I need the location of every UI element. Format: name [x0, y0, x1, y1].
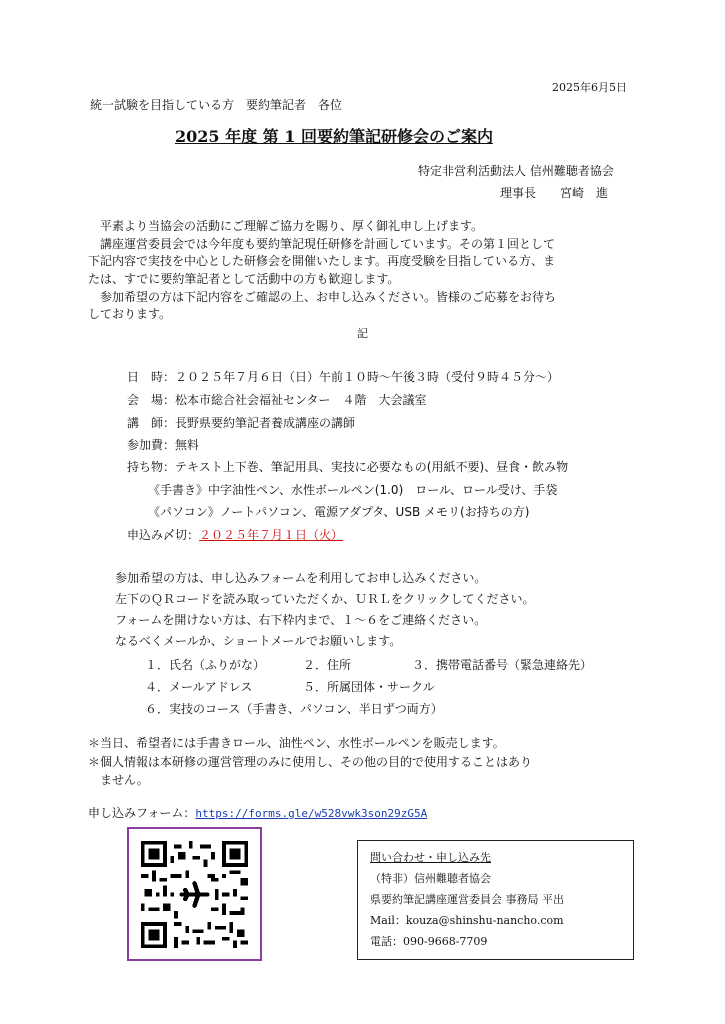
paragraph-line: 講座運営委員会では今年度も要約筆記現任研修を計画しています。その第１回として — [100, 237, 556, 251]
qr-code-icon[interactable] — [141, 841, 248, 948]
detail-deadline — [127, 527, 343, 543]
contact-mail[interactable]: Mail：kouza@shinshu-nancho.com — [370, 914, 564, 927]
note-line: ません。 — [100, 773, 149, 787]
contact-phone[interactable]: 電話：090-9668-7709 — [370, 935, 488, 948]
note-line: ＊個人情報は本研修の運営管理のみに使用し、その他の目的で使用することはあり — [88, 755, 533, 769]
paragraph-line: 平素より当協会の活動にご理解ご協力を賜り、厚く御礼申し上げます。 — [100, 219, 484, 233]
field-item: ４．メールアドレス — [145, 680, 253, 694]
contact-box — [357, 840, 634, 960]
items-label: 持ち物： — [127, 460, 176, 474]
fee-label: 参加費： — [127, 438, 176, 452]
chairperson: 理事長 宮崎 進 — [500, 186, 609, 200]
form-url-link[interactable]: https://forms.gle/w528vwk3son29zG5A — [195, 807, 428, 820]
field-item: ６．実技のコース（手書き、パソコン、半日ずつ両方） — [145, 702, 443, 716]
lecturer-value: 長野県要約筆記者養成講座の講師 — [175, 416, 356, 430]
paragraph-line: 下記内容で実技を中心とした研修会を開催いたします。再度受験を目指している方、ま — [88, 254, 556, 268]
fee-value: 無料 — [175, 438, 200, 452]
ki-heading: 記 — [357, 327, 368, 340]
note-line: ＊当日、希望者には手書きロール、油性ペン、水性ボールペンを販売します。 — [88, 736, 505, 750]
items-handwriting: 《手書き》中字油性ペン、水性ボールペン(1.0) ロール、ロール受け、手袋 — [148, 483, 558, 497]
detail-date — [127, 369, 559, 385]
paragraph-line: たは、すでに要約筆記者として活動中の方も歓迎します。 — [88, 272, 400, 286]
apply-line: 左下のＱＲコードを読み取っていただくか、ＵＲＬをクリックしてください。 — [115, 592, 535, 606]
paragraph-line: 参加希望の方は下記内容をご確認の上、お申し込みください。皆様のご応募をお待ち — [100, 290, 557, 304]
apply-line: 参加希望の方は、申し込みフォームを利用してお申し込みください。 — [115, 571, 487, 585]
qr-code-frame — [127, 827, 262, 961]
contact-heading: 問い合わせ・申し込み先 — [370, 851, 491, 864]
date-value: ２０２５年７月６日（日）午前１０時～午後３時（受付９時４５分～） — [175, 370, 560, 384]
venue-value: 松本市総合社会福祉センター ４階 大会議室 — [175, 393, 427, 407]
field-item: ５．所属団体・サークル — [303, 680, 435, 694]
document-date: 2025年6月5日 — [552, 81, 627, 94]
items-value: テキスト上下巻、筆記用具、実技に必要なもの(用紙不要)、昼食・飲み物 — [175, 460, 569, 474]
apply-line: フォームを開けない方は、右下枠内まで、１～６をご連絡ください。 — [115, 613, 487, 627]
recipients: 統一試験を目指している方 要約筆記者 各位 — [90, 98, 343, 112]
field-item: １．氏名（ふりがな） — [145, 658, 266, 672]
page-title: 2025 年度 第 1 回要約筆記研修会のご案内 — [175, 127, 493, 146]
detail-items — [127, 459, 568, 475]
detail-fee — [127, 437, 199, 453]
detail-venue — [127, 392, 427, 408]
lecturer-label: 講 師： — [127, 416, 176, 430]
contact-org: （特非）信州難聴者協会 — [370, 872, 491, 885]
venue-label: 会 場： — [127, 393, 176, 407]
form-label: 申し込みフォーム： — [88, 806, 196, 820]
deadline-value: ２０２５年７月１日（火） — [199, 528, 344, 542]
form-row — [88, 805, 427, 822]
apply-line: なるべくメールか、ショートメールでお願いします。 — [115, 634, 402, 648]
organization-name: 特定非営利活動法人 信州難聴者協会 — [418, 164, 614, 178]
field-item: ２．住所 — [303, 658, 352, 672]
detail-lecturer — [127, 415, 355, 431]
field-item: ３．携帯電話番号（緊急連絡先） — [412, 658, 593, 672]
paragraph-line: しております。 — [88, 307, 172, 321]
deadline-label: 申込み〆切： — [127, 528, 200, 542]
contact-dept: 県要約筆記講座運営委員会 事務局 平出 — [370, 893, 564, 906]
items-pc: 《パソコン》ノートパソコン、電源アダプタ、USB メモリ(お持ちの方) — [148, 505, 530, 519]
date-label: 日 時： — [127, 370, 176, 384]
